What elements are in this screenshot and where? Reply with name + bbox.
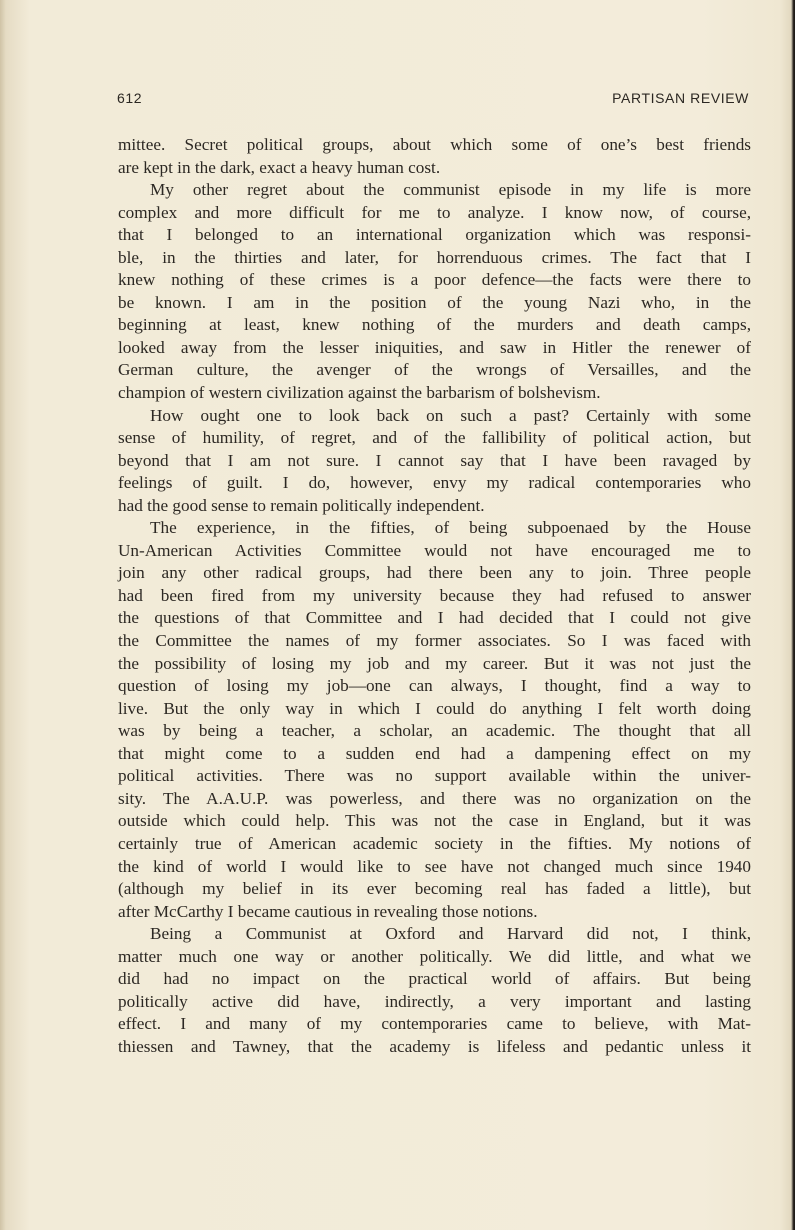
text-line: How ought one to look back on such a past? Certainly with some [150,405,751,425]
text-line: looked away from the lesser iniquities, and saw in Hitler the renewer of [118,337,751,357]
paragraph [118,405,751,518]
text-line: certainly true of American academic society in the fifties. My notions of [118,833,751,853]
page-right-edge [791,0,795,1230]
text-line: political activities. There was no support available within the univer- [118,766,751,786]
text-line: ble, in the thirties and later, for horrenduous crimes. The fact that I [118,247,751,267]
text-line: the Committee the names of my former associates. So I was faced with [118,631,751,651]
text-line: politically active did have, indirectly, a very important and lasting [118,991,751,1011]
paragraph [118,179,751,404]
text-line: had been fired from my university because they had refused to answer [118,585,751,605]
text-line: did had no impact on the practical world of affairs. But being [118,969,751,989]
text-line: the kind of world I would like to see have not changed much since 1940 [118,856,751,876]
text-line: outside which could help. This was not the case in England, but it was [118,811,751,831]
text-line: after McCarthy I became cautious in revealing those notions. [118,901,538,921]
journal-title: PARTISAN REVIEW [612,90,749,106]
text-line: matter much one way or another politically. We did little, and what we [118,946,751,966]
paragraph [118,134,751,179]
page-binding-edge [0,0,6,1230]
text-line: that I belonged to an international organization which was responsi- [118,225,751,245]
text-line: the questions of that Committee and I had decided that I could not give [118,608,751,628]
text-line: sense of humility, of regret, and of the fallibility of political action, but [118,428,751,448]
text-line: mittee. Secret political groups, about which some of one’s best friends [118,135,751,154]
text-line: knew nothing of these crimes is a poor defence—the facts were there to [118,270,751,290]
paragraph [118,923,751,1058]
text-line: Un-American Activities Committee would not have encouraged me to [118,540,751,560]
text-line: Being a Communist at Oxford and Harvard did not, I think, [150,924,751,944]
text-line: be known. I am in the position of the young Nazi who, in the [118,292,751,312]
page-number: 612 [117,90,143,106]
text-line: (although my belief in its ever becoming real has faded a little), but [118,879,751,899]
paragraph [118,517,751,923]
text-line: sity. The A.A.U.P. was powerless, and there was no organization on the [118,788,751,808]
text-line: that might come to a sudden end had a dampening effect on my [118,743,751,763]
text-line: join any other radical groups, had there been any to join. Three people [118,563,751,583]
text-line: German culture, the avenger of the wrongs of Versailles, and the [118,360,751,380]
text-line: question of losing my job—one can always, I thought, find a way to [118,676,751,696]
body-text [118,134,751,1058]
text-line: beginning at least, knew nothing of the murders and death camps, [118,315,751,335]
text-line: the possibility of losing my job and my career. But it was not just the [118,653,751,673]
text-line: The experience, in the fifties, of being subpoenaed by the House [150,518,751,538]
text-line: thiessen and Tawney, that the academy is lifeless and pedantic unless it [118,1036,751,1056]
text-line: My other regret about the communist episode in my life is more [150,180,751,200]
text-line: live. But the only way in which I could do anything I felt worth doing [118,698,751,718]
text-line: feelings of guilt. I do, however, envy my radical contemporaries who [118,473,751,493]
text-line: was by being a teacher, a scholar, an academic. The thought that all [118,721,751,741]
text-line: effect. I and many of my contemporaries came to believe, with Mat- [118,1014,751,1034]
running-head [117,90,749,110]
text-line: champion of western civilization against the barbarism of bolshevism. [118,383,601,403]
text-line: beyond that I am not sure. I cannot say that I have been ravaged by [118,450,751,470]
text-line: are kept in the dark, exact a heavy human cost. [118,157,441,177]
text-line: had the good sense to remain politically independent. [118,495,485,515]
text-line: complex and more difficult for me to analyze. I know now, of course, [118,202,751,222]
